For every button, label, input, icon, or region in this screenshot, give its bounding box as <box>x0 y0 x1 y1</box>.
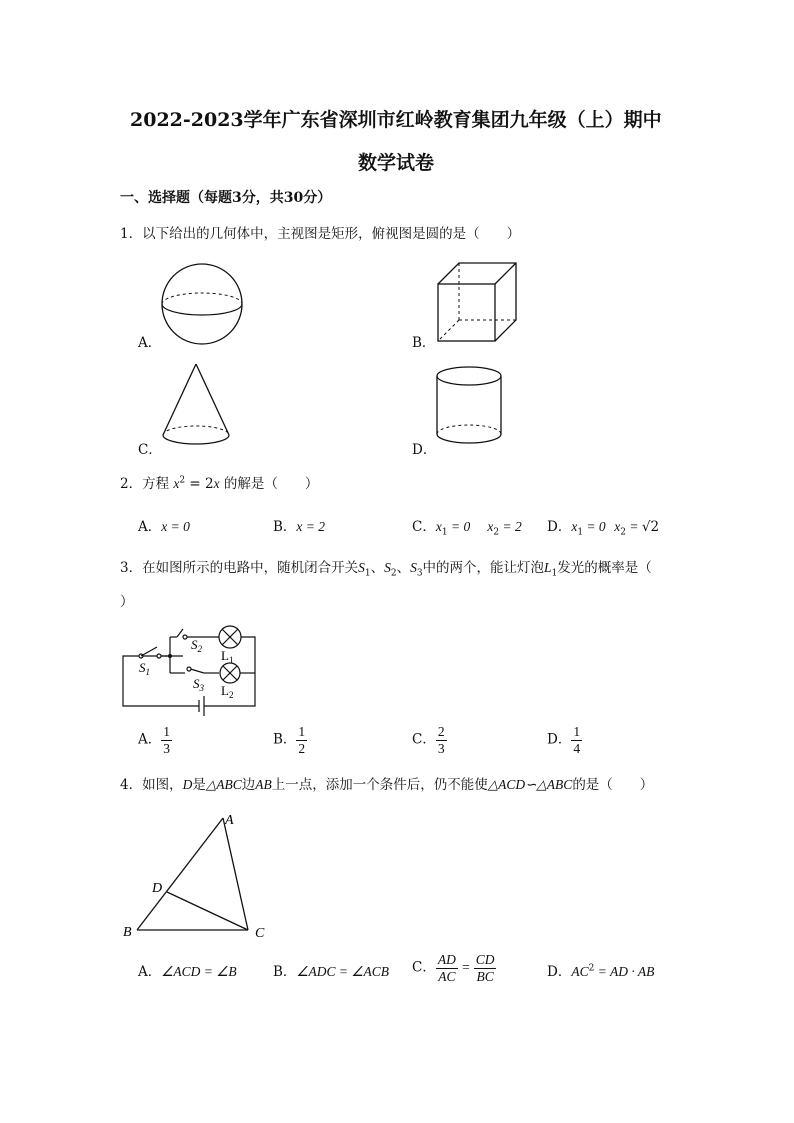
l1-label: $L_1$ <box>221 648 234 665</box>
s3-label: $S_3$ <box>193 676 204 693</box>
q2-option-a: A．x = 0 <box>138 519 190 535</box>
q4-option-a: A．∠ACD = ∠B <box>138 964 237 980</box>
vertex-b: B <box>123 925 132 940</box>
q4-option-d: D．$AC^2$ = AD · AB <box>547 963 655 980</box>
section-heading: 一、选择题（每题3分，共30分） <box>120 190 332 206</box>
s1-label: $S_1$ <box>139 660 150 677</box>
q1-option-d-label: D． <box>412 442 437 458</box>
cube-figure <box>432 257 524 349</box>
q2-option-c: C．$x_1 = 0$ $x_2 = 2$ <box>412 519 522 538</box>
q4-option-b: B．∠ADC = ∠ACB <box>273 964 389 980</box>
triangle-diagram <box>115 808 275 948</box>
q1-option-a-label: A． <box>138 335 162 351</box>
cone-figure <box>158 360 236 452</box>
question-3-stem-line2: ） <box>120 594 134 610</box>
vertex-a: A <box>225 813 234 828</box>
cylinder-figure <box>432 362 508 452</box>
page-title: 2022-2023学年广东省深圳市红岭教育集团九年级（上）期中 <box>130 109 662 131</box>
q3-option-b: B． $\frac{1}{2}$ <box>273 724 306 756</box>
q3-option-d: D． $\frac{1}{4}$ <box>547 724 581 756</box>
l2-label: $L_2$ <box>221 683 234 700</box>
q2-option-b: B．x = 2 <box>273 519 326 535</box>
q2-option-d: D．$x_1 = 0$ $x_2 = √2$ <box>547 519 660 538</box>
point-d: D <box>152 881 163 896</box>
s2-label: $S_2$ <box>191 637 202 654</box>
sphere-figure <box>158 262 248 346</box>
q3-option-a: A． $\frac{1}{3}$ <box>138 724 170 756</box>
vertex-c: C <box>255 926 265 941</box>
question-1-stem: 1．以下给出的几何体中，主视图是矩形，俯视图是圆的是（ ） <box>120 226 521 242</box>
q3-option-c: C． $\frac{2}{3}$ <box>412 724 445 756</box>
question-3-stem: 3．在如图所示的电路中，随机闭合开关$S_1$、$S_2$、$S_3$中的两个，能让灯泡$L_1$发光的概率是（ <box>120 560 652 579</box>
question-4-stem: 4．如图，D是△ABC边AB上一点，添加一个条件后，仍不能使△ACD∽△ABC的是（ ） <box>120 777 654 793</box>
q1-option-b-label: B． <box>412 335 436 351</box>
page-subtitle: 数学试卷 <box>358 152 435 174</box>
circuit-diagram <box>115 618 265 718</box>
q4-option-c: C． $\frac{AD}{AC}$ = $\frac{CD}{BC}$ <box>412 952 495 984</box>
q1-option-c-label: C． <box>138 442 162 458</box>
question-2-stem: 2．方程 $x^2 = 2x$ 的解是（ ） <box>120 475 319 492</box>
